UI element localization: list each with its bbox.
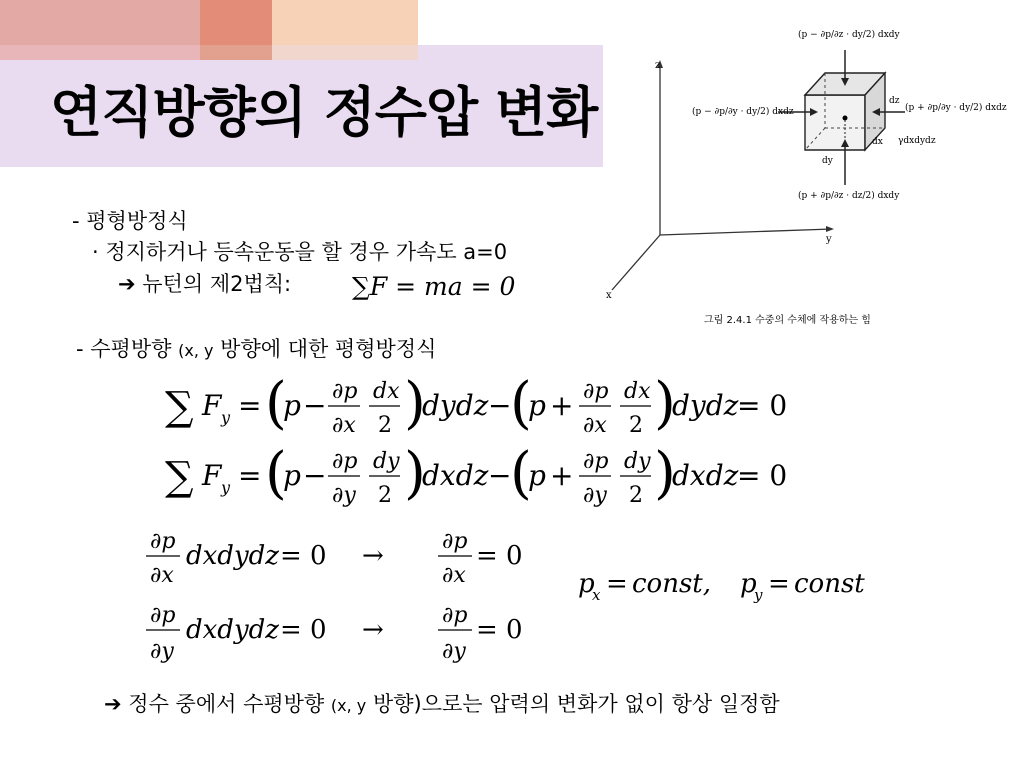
svg-text:y: y (754, 586, 763, 604)
svg-text:∂p: ∂p (150, 529, 176, 554)
svg-text:=: = (768, 569, 790, 599)
svg-text:∂p: ∂p (583, 379, 609, 404)
svg-text:+: + (550, 459, 574, 492)
force-label-top: (p − ∂p/∂z · dy/2) dxdy (798, 30, 900, 40)
svg-text:∂p: ∂p (332, 379, 358, 404)
arrow-icon: ➔ (104, 692, 122, 716)
svg-text:∂x: ∂x (583, 413, 607, 438)
header-band-overlay-right (272, 45, 418, 60)
bullet-rest-condition: · 정지하거나 등속운동을 할 경우 가속도 a=0 (92, 240, 508, 264)
dash: - (76, 337, 84, 361)
svg-text:dxdydz: dxdydz (186, 541, 279, 571)
svg-text:∂p: ∂p (442, 529, 468, 554)
control-volume-figure (600, 10, 1024, 330)
newton-law-label: 뉴턴의 제2법칙: (142, 272, 292, 296)
svg-text:∑: ∑ (165, 384, 194, 430)
svg-text:∂y: ∂y (150, 639, 174, 664)
x-axis (612, 235, 660, 290)
y-axis (660, 229, 832, 235)
svg-text:(: ( (510, 441, 532, 506)
conclusion-post: 으로는 압력의 변화가 없이 항상 일정함 (421, 692, 780, 716)
conclusion (104, 688, 780, 718)
horizontal-suffix: 방향에 대한 평형방정식 (220, 337, 437, 361)
weight-label: γdxdydz (898, 136, 936, 146)
horizontal-label: 수평방향 (90, 337, 172, 361)
axis-label-z: z (655, 60, 661, 71)
dim-dx: dx (872, 137, 883, 147)
svg-text:−: − (303, 459, 327, 492)
svg-text:dy: dy (373, 449, 400, 474)
header-band-overlay-left (0, 45, 200, 60)
svg-text:p: p (528, 459, 546, 492)
svg-text:dy: dy (624, 449, 651, 474)
newton-equation: ∑F = ma = 0 (352, 272, 516, 301)
svg-text:y: y (221, 408, 231, 427)
svg-text:): ) (654, 371, 676, 436)
svg-text:∂x: ∂x (442, 563, 466, 588)
svg-text:F: F (202, 389, 222, 422)
conclusion-mid: 방향) (372, 692, 422, 716)
axis-label-y: y (826, 234, 832, 245)
svg-text:dydz: dydz (672, 389, 739, 422)
cube-front (805, 95, 865, 150)
svg-text:+: + (550, 389, 574, 422)
svg-text:∂x: ∂x (332, 413, 356, 438)
bullet-newton (118, 268, 291, 298)
conclusion-pre: 정수 중에서 수평방향 (128, 692, 325, 716)
svg-text:∂x: ∂x (150, 563, 174, 588)
svg-text:∂p: ∂p (583, 449, 609, 474)
svg-text:(: ( (265, 441, 287, 506)
svg-text:= 0: = 0 (280, 541, 327, 571)
svg-text:const,: const, (632, 569, 712, 599)
svg-text:=: = (238, 459, 262, 492)
svg-text:2: 2 (629, 413, 643, 438)
svg-text:∂y: ∂y (583, 483, 607, 508)
svg-text:=: = (606, 569, 628, 599)
svg-text:∂y: ∂y (442, 639, 466, 664)
svg-text:dxdz: dxdz (422, 459, 489, 492)
svg-text:p: p (528, 389, 546, 422)
svg-text:): ) (404, 371, 426, 436)
svg-text:p: p (283, 459, 301, 492)
svg-text:→: → (362, 615, 384, 645)
svg-text:2: 2 (378, 483, 392, 508)
svg-text:=: = (238, 389, 262, 422)
svg-text:F: F (202, 459, 222, 492)
svg-text:= 0: = 0 (737, 459, 788, 492)
equation-results (140, 520, 880, 670)
svg-text:∂p: ∂p (150, 603, 176, 628)
svg-text:= 0: = 0 (280, 615, 327, 645)
force-label-right: (p + ∂p/∂y · dy/2) dxdz (905, 103, 1007, 113)
header-band-overlay (200, 45, 272, 60)
arrow-icon: ➔ (118, 272, 136, 296)
svg-text:): ) (404, 441, 426, 506)
svg-text:= 0: = 0 (476, 541, 523, 571)
svg-text:∂y: ∂y (332, 483, 356, 508)
figure-caption: 그림 2.4.1 수중의 수체에 작용하는 힘 (704, 315, 871, 326)
force-label-bottom: (p + ∂p/∂z · dz/2) dxdy (798, 191, 900, 201)
svg-text:∂p: ∂p (442, 603, 468, 628)
equation-y-balance (160, 438, 800, 510)
force-label-left: (p − ∂p/∂y · dy/2) dxdz (692, 107, 794, 117)
svg-text:∂p: ∂p (332, 449, 358, 474)
svg-text:dx: dx (624, 379, 651, 404)
svg-text:p: p (283, 389, 301, 422)
page-title: 연직방향의 정수압 변화 (50, 81, 598, 144)
svg-text:const: const (794, 569, 865, 599)
svg-text:): ) (654, 441, 676, 506)
svg-text:x: x (592, 586, 601, 604)
svg-text:(: ( (510, 371, 532, 436)
svg-text:= 0: = 0 (476, 615, 523, 645)
svg-text:y: y (221, 478, 231, 497)
bullet-horizontal-equilibrium (76, 333, 436, 363)
conclusion-paren: (x, y (330, 696, 367, 715)
svg-text:p: p (578, 569, 595, 599)
svg-text:−: − (488, 389, 512, 422)
svg-text:2: 2 (629, 483, 643, 508)
svg-text:p: p (740, 569, 757, 599)
dim-dy: dy (822, 156, 833, 166)
svg-text:2: 2 (378, 413, 392, 438)
dim-dz: dz (889, 96, 900, 106)
axis-label-x: x (606, 290, 612, 301)
svg-text:−: − (488, 459, 512, 492)
svg-text:→: → (362, 541, 384, 571)
svg-text:= 0: = 0 (737, 389, 788, 422)
svg-text:(: ( (265, 371, 287, 436)
equation-x-balance (160, 368, 800, 440)
svg-text:−: − (303, 389, 327, 422)
xy-paren: (x, y (178, 341, 214, 360)
svg-text:∑: ∑ (165, 454, 194, 500)
bullet-equilibrium: - 평형방정식 (72, 209, 188, 233)
svg-text:dxdz: dxdz (672, 459, 739, 492)
svg-text:dx: dx (373, 379, 400, 404)
svg-text:dxdydz: dxdydz (186, 615, 279, 645)
svg-text:dydz: dydz (422, 389, 489, 422)
